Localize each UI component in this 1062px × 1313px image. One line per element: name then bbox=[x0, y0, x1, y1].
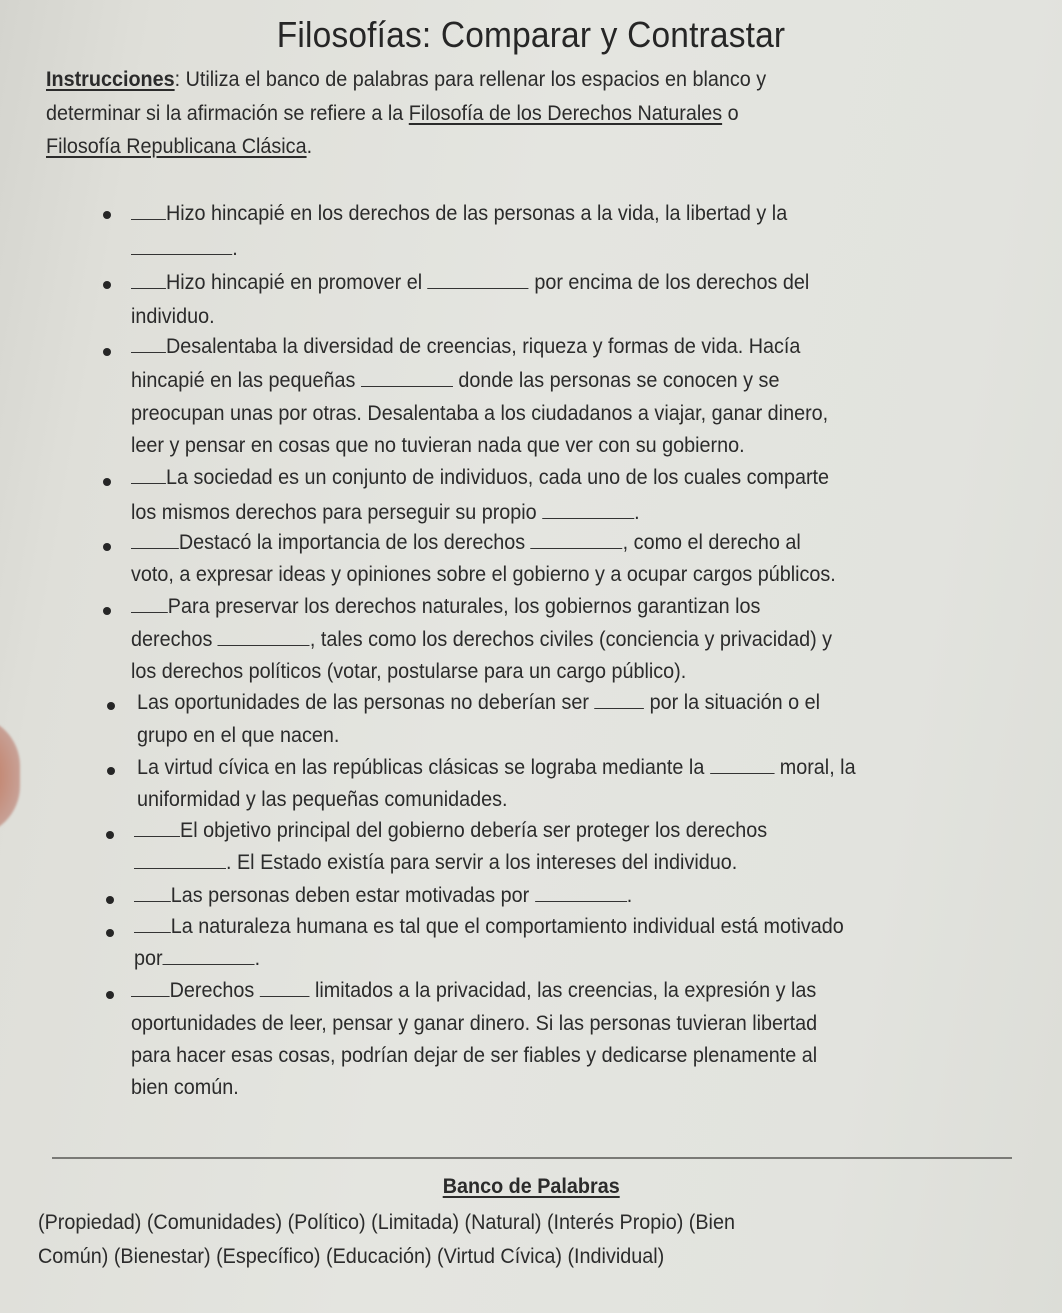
list-item-cont: los mismos derechos para perseguir su propio . bbox=[131, 500, 640, 524]
natural-rights-link: Filosofía de los Derechos Naturales bbox=[408, 101, 723, 125]
classical-republican-link: Filosofía Republicana Clásica bbox=[46, 134, 307, 158]
list-item-cont: uniformidad y las pequeñas comunidades. bbox=[137, 787, 508, 811]
answer-blank[interactable] bbox=[134, 931, 171, 933]
list-item: Desalentaba la diversidad de creencias, riqueza y formas de vida. Hacía bbox=[131, 334, 800, 359]
instructions-label: Instrucciones bbox=[46, 67, 175, 91]
bullet-icon bbox=[103, 543, 111, 551]
list-item-cont: grupo en el que nacen. bbox=[137, 723, 340, 747]
finger-photo-artifact bbox=[0, 716, 20, 836]
instructions-line-2: determinar si la afirmación se refiere a la Filosofía de los Derechos Naturales o bbox=[46, 101, 739, 125]
bullet-icon bbox=[103, 281, 111, 289]
list-item-cont: hincapié en las pequeñas donde las personas se conocen y se bbox=[131, 368, 780, 392]
list-item: Hizo hincapié en promover el por encima de los derechos del bbox=[131, 270, 809, 295]
fill-blank[interactable] bbox=[163, 963, 255, 965]
fill-blank[interactable] bbox=[131, 253, 232, 255]
fill-blank[interactable] bbox=[218, 644, 310, 646]
bullet-icon bbox=[107, 702, 115, 710]
list-item-cont: leer y pensar en cosas que no tuvieran nada que ver con su gobierno. bbox=[131, 433, 745, 457]
list-item-cont: . bbox=[131, 236, 238, 261]
bullet-icon bbox=[103, 478, 111, 486]
bullet-icon bbox=[103, 607, 111, 615]
fill-blank[interactable] bbox=[134, 867, 226, 869]
list-item: La naturaleza humana es tal que el comportamiento individual está motivado bbox=[134, 914, 844, 939]
answer-blank[interactable] bbox=[134, 900, 171, 902]
list-item: Destacó la importancia de los derechos , como el derecho al bbox=[131, 530, 801, 555]
list-item: Para preservar los derechos naturales, los gobiernos garantizan los bbox=[131, 594, 760, 619]
list-item-cont: . El Estado existía para servir a los intereses del individuo. bbox=[134, 850, 737, 875]
fill-blank[interactable] bbox=[535, 900, 627, 902]
list-item: Las personas deben estar motivadas por . bbox=[134, 883, 632, 908]
fill-blank[interactable] bbox=[361, 385, 453, 387]
list-item: Derechos limitados a la privacidad, las creencias, la expresión y las bbox=[131, 978, 816, 1003]
list-item: La sociedad es un conjunto de individuos, cada uno de los cuales comparte bbox=[131, 465, 829, 490]
bullet-icon bbox=[106, 991, 114, 999]
fill-blank[interactable] bbox=[531, 547, 623, 549]
word-bank-line-1: (Propiedad) (Comunidades) (Político) (Limitada) (Natural) (Interés Propio) (Bien bbox=[38, 1210, 735, 1234]
list-item: La virtud cívica en las repúblicas clásicas se lograba mediante la moral, la bbox=[137, 755, 856, 779]
section-divider bbox=[52, 1157, 1012, 1159]
bullet-icon bbox=[106, 929, 114, 937]
list-item: El objetivo principal del gobierno debería ser proteger los derechos bbox=[134, 818, 767, 843]
answer-blank[interactable] bbox=[131, 611, 168, 613]
answer-blank[interactable] bbox=[134, 835, 180, 837]
list-item-cont: para hacer esas cosas, podrían dejar de ser fiables y dedicarse plenamente al bbox=[131, 1043, 818, 1067]
word-bank-title-row bbox=[0, 1174, 1062, 1199]
instructions-line-1: Instrucciones: Utiliza el banco de palabras para rellenar los espacios en blanco y bbox=[46, 67, 767, 91]
bullet-icon bbox=[103, 211, 111, 219]
answer-blank[interactable] bbox=[131, 547, 179, 549]
fill-blank[interactable] bbox=[428, 287, 529, 289]
list-item-cont: voto, a expresar ideas y opiniones sobre el gobierno y a ocupar cargos públicos. bbox=[131, 562, 836, 586]
fill-blank[interactable] bbox=[260, 995, 310, 997]
list-item-cont: individuo. bbox=[131, 304, 215, 328]
fill-blank[interactable] bbox=[542, 517, 634, 519]
bullet-icon bbox=[103, 348, 111, 356]
list-item-cont: derechos , tales como los derechos civiles (conciencia y privacidad) y bbox=[131, 627, 833, 651]
answer-blank[interactable] bbox=[131, 995, 170, 997]
bullet-icon bbox=[106, 831, 114, 839]
page-title: Filosofías: Comparar y Contrastar bbox=[276, 14, 786, 55]
word-bank-title: Banco de Palabras bbox=[442, 1174, 620, 1198]
answer-blank[interactable] bbox=[131, 287, 166, 289]
list-item-cont: por . bbox=[134, 946, 261, 970]
list-item-cont: los derechos políticos (votar, postularse para un cargo público). bbox=[131, 659, 687, 683]
list-item-cont: bien común. bbox=[131, 1075, 239, 1099]
list-item: Las oportunidades de las personas no deberían ser por la situación o el bbox=[137, 690, 821, 714]
list-item-cont: oportunidades de leer, pensar y ganar dinero. Si las personas tuvieran libertad bbox=[131, 1011, 818, 1035]
bullet-icon bbox=[107, 767, 115, 775]
fill-blank[interactable] bbox=[594, 707, 644, 709]
answer-blank[interactable] bbox=[131, 218, 166, 220]
bullet-icon bbox=[106, 896, 114, 904]
list-item: Hizo hincapié en los derechos de las personas a la vida, la libertad y la bbox=[131, 201, 787, 226]
instructions-line-3: Filosofía Republicana Clásica. bbox=[46, 134, 313, 158]
word-bank-line-2: Común) (Bienestar) (Específico) (Educación) (Virtud Cívica) (Individual) bbox=[38, 1244, 665, 1268]
fill-blank[interactable] bbox=[710, 772, 774, 774]
list-item-cont: preocupan unas por otras. Desalentaba a los ciudadanos a viajar, ganar dinero, bbox=[131, 401, 829, 425]
answer-blank[interactable] bbox=[131, 482, 166, 484]
answer-blank[interactable] bbox=[131, 351, 166, 353]
